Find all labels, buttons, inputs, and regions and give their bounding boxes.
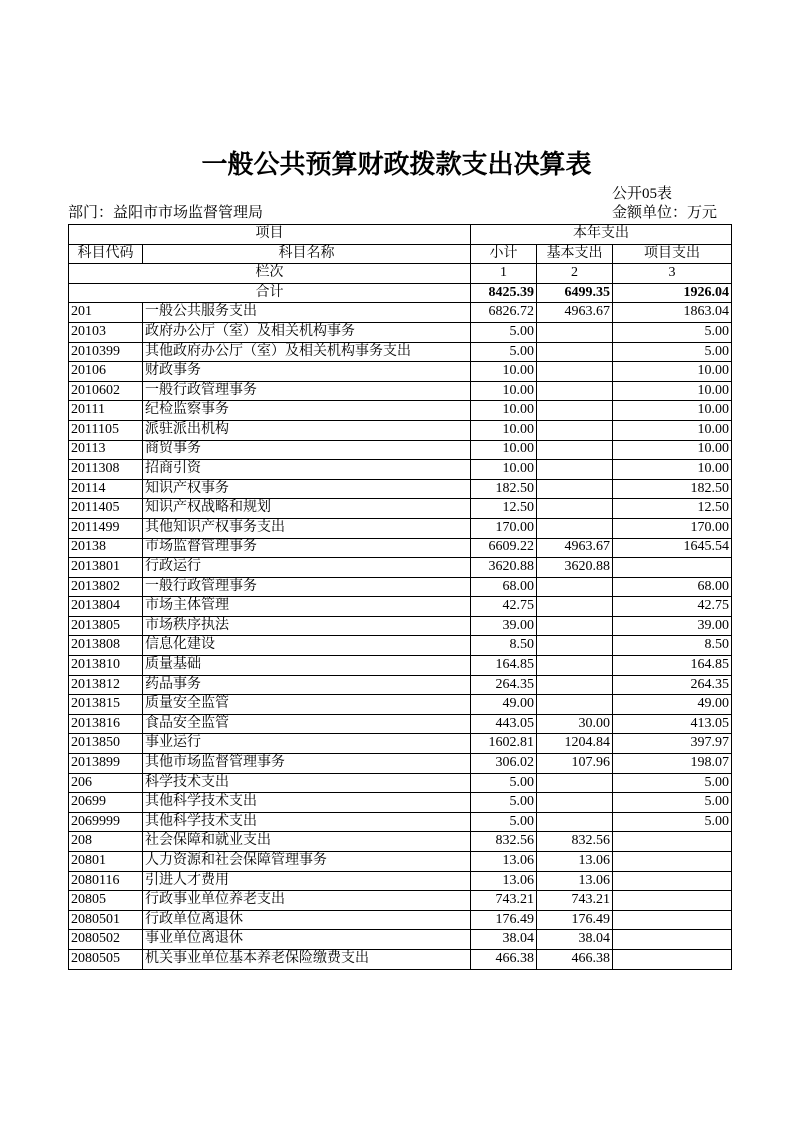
subject-code-cell: 2011499 — [69, 518, 143, 538]
basic-expense-cell: 13.06 — [537, 852, 613, 872]
basic-expense-cell: 4963.67 — [537, 303, 613, 323]
basic-expense-cell: 30.00 — [537, 714, 613, 734]
subtotal-cell: 743.21 — [471, 891, 537, 911]
basic-expense-cell: 176.49 — [537, 910, 613, 930]
subtotal-cell: 164.85 — [471, 656, 537, 676]
project-expense-cell — [613, 910, 732, 930]
subtotal-cell: 466.38 — [471, 949, 537, 969]
subject-name-cell: 市场监督管理事务 — [143, 538, 471, 558]
table-row — [69, 381, 732, 401]
subtotal-cell: 5.00 — [471, 812, 537, 832]
table-row — [69, 479, 732, 499]
subject-name-cell: 事业运行 — [143, 734, 471, 754]
header-row-columns — [69, 244, 732, 264]
header-subtotal: 小计 — [471, 244, 537, 264]
basic-expense-cell — [537, 773, 613, 793]
project-expense-cell: 10.00 — [613, 440, 732, 460]
lane-number-1: 1 — [471, 264, 537, 284]
table-row — [69, 832, 732, 852]
lane-number-3: 3 — [613, 264, 732, 284]
basic-expense-cell: 38.04 — [537, 930, 613, 950]
subject-code-cell: 2013899 — [69, 754, 143, 774]
header-subject-code: 科目代码 — [69, 244, 143, 264]
subject-code-cell: 20805 — [69, 891, 143, 911]
project-expense-cell: 39.00 — [613, 616, 732, 636]
basic-expense-cell: 13.06 — [537, 871, 613, 891]
table-row — [69, 577, 732, 597]
subject-name-cell: 质量安全监管 — [143, 695, 471, 715]
subject-code-cell: 20113 — [69, 440, 143, 460]
total-row — [69, 283, 732, 303]
project-expense-cell: 397.97 — [613, 734, 732, 754]
subtotal-cell: 10.00 — [471, 381, 537, 401]
basic-expense-cell: 107.96 — [537, 754, 613, 774]
basic-expense-cell — [537, 322, 613, 342]
subject-name-cell: 其他科学技术支出 — [143, 812, 471, 832]
table-row — [69, 656, 732, 676]
table-row — [69, 538, 732, 558]
project-expense-cell: 5.00 — [613, 793, 732, 813]
subject-name-cell: 引进人才费用 — [143, 871, 471, 891]
basic-expense-cell — [537, 616, 613, 636]
subject-name-cell: 一般公共服务支出 — [143, 303, 471, 323]
header-subject-name: 科目名称 — [143, 244, 471, 264]
subject-name-cell: 行政事业单位养老支出 — [143, 891, 471, 911]
subject-code-cell: 2011405 — [69, 499, 143, 519]
subject-name-cell: 信息化建设 — [143, 636, 471, 656]
subject-name-cell: 质量基础 — [143, 656, 471, 676]
subtotal-cell: 10.00 — [471, 420, 537, 440]
subject-name-cell: 商贸事务 — [143, 440, 471, 460]
table-row — [69, 852, 732, 872]
project-expense-cell: 5.00 — [613, 773, 732, 793]
project-expense-cell: 5.00 — [613, 342, 732, 362]
subject-name-cell: 其他政府办公厅（室）及相关机构事务支出 — [143, 342, 471, 362]
subject-code-cell: 2013816 — [69, 714, 143, 734]
subtotal-cell: 10.00 — [471, 440, 537, 460]
subject-code-cell: 2011105 — [69, 420, 143, 440]
project-expense-cell: 8.50 — [613, 636, 732, 656]
form-number: 公开05表 — [612, 186, 673, 202]
table-row — [69, 518, 732, 538]
subject-code-cell: 2013850 — [69, 734, 143, 754]
subtotal-cell: 264.35 — [471, 675, 537, 695]
subtotal-cell: 6826.72 — [471, 303, 537, 323]
total-subtotal: 8425.39 — [471, 283, 537, 303]
basic-expense-cell: 743.21 — [537, 891, 613, 911]
table-row — [69, 303, 732, 323]
subject-name-cell: 纪检监察事务 — [143, 401, 471, 421]
basic-expense-cell: 1204.84 — [537, 734, 613, 754]
subject-code-cell: 2080116 — [69, 871, 143, 891]
subject-code-cell: 20801 — [69, 852, 143, 872]
basic-expense-cell: 4963.67 — [537, 538, 613, 558]
header-row-groups — [69, 225, 732, 245]
subject-code-cell: 2013810 — [69, 656, 143, 676]
subtotal-cell: 38.04 — [471, 930, 537, 950]
department-label: 部门：益阳市市场监督管理局 — [68, 205, 264, 221]
subject-code-cell: 20138 — [69, 538, 143, 558]
subtotal-cell: 182.50 — [471, 479, 537, 499]
subtotal-cell: 68.00 — [471, 577, 537, 597]
project-expense-cell: 68.00 — [613, 577, 732, 597]
basic-expense-cell — [537, 656, 613, 676]
basic-expense-cell — [537, 499, 613, 519]
table-row — [69, 460, 732, 480]
project-expense-cell: 182.50 — [613, 479, 732, 499]
lane-label: 栏次 — [69, 264, 471, 284]
subject-name-cell: 市场主体管理 — [143, 597, 471, 617]
subject-code-cell: 206 — [69, 773, 143, 793]
project-expense-cell: 413.05 — [613, 714, 732, 734]
header-project-expense: 项目支出 — [613, 244, 732, 264]
project-expense-cell: 12.50 — [613, 499, 732, 519]
subject-code-cell: 2013805 — [69, 616, 143, 636]
table-row — [69, 342, 732, 362]
table-row — [69, 793, 732, 813]
basic-expense-cell — [537, 342, 613, 362]
subject-code-cell: 2010602 — [69, 381, 143, 401]
project-expense-cell: 10.00 — [613, 381, 732, 401]
project-expense-cell — [613, 891, 732, 911]
subject-code-cell: 2080501 — [69, 910, 143, 930]
subject-code-cell: 2013812 — [69, 675, 143, 695]
subject-code-cell: 2013804 — [69, 597, 143, 617]
project-expense-cell: 49.00 — [613, 695, 732, 715]
project-expense-cell: 5.00 — [613, 322, 732, 342]
lane-number-2: 2 — [537, 264, 613, 284]
subject-name-cell: 市场秩序执法 — [143, 616, 471, 636]
subject-name-cell: 知识产权事务 — [143, 479, 471, 499]
table-row — [69, 773, 732, 793]
subtotal-cell: 42.75 — [471, 597, 537, 617]
table-row — [69, 949, 732, 969]
subject-code-cell: 20114 — [69, 479, 143, 499]
basic-expense-cell — [537, 695, 613, 715]
lane-number-row — [69, 264, 732, 284]
subject-name-cell: 科学技术支出 — [143, 773, 471, 793]
subtotal-cell: 5.00 — [471, 322, 537, 342]
subtotal-cell: 13.06 — [471, 852, 537, 872]
project-expense-cell: 164.85 — [613, 656, 732, 676]
subject-name-cell: 知识产权战略和规划 — [143, 499, 471, 519]
basic-expense-cell — [537, 401, 613, 421]
project-expense-cell — [613, 949, 732, 969]
subject-code-cell: 201 — [69, 303, 143, 323]
basic-expense-cell — [537, 577, 613, 597]
basic-expense-cell — [537, 460, 613, 480]
project-expense-cell: 10.00 — [613, 401, 732, 421]
subject-code-cell: 2013802 — [69, 577, 143, 597]
table-row — [69, 616, 732, 636]
subtotal-cell: 8.50 — [471, 636, 537, 656]
subject-name-cell: 人力资源和社会保障管理事务 — [143, 852, 471, 872]
table-row — [69, 675, 732, 695]
subject-name-cell: 行政运行 — [143, 558, 471, 578]
basic-expense-cell — [537, 675, 613, 695]
project-expense-cell: 10.00 — [613, 460, 732, 480]
subject-name-cell: 行政单位离退休 — [143, 910, 471, 930]
table-row — [69, 401, 732, 421]
subtotal-cell: 10.00 — [471, 401, 537, 421]
table-row — [69, 636, 732, 656]
table-row — [69, 420, 732, 440]
subtotal-cell: 39.00 — [471, 616, 537, 636]
basic-expense-cell — [537, 597, 613, 617]
project-expense-cell: 42.75 — [613, 597, 732, 617]
project-expense-cell — [613, 930, 732, 950]
table-body — [69, 303, 732, 969]
subject-name-cell: 其他知识产权事务支出 — [143, 518, 471, 538]
table-row — [69, 440, 732, 460]
table-row — [69, 695, 732, 715]
subject-code-cell: 2080505 — [69, 949, 143, 969]
project-expense-cell: 198.07 — [613, 754, 732, 774]
total-label: 合计 — [69, 283, 471, 303]
project-expense-cell: 264.35 — [613, 675, 732, 695]
subtotal-cell: 170.00 — [471, 518, 537, 538]
subtotal-cell: 13.06 — [471, 871, 537, 891]
subject-name-cell: 药品事务 — [143, 675, 471, 695]
header-current-year-group: 本年支出 — [471, 225, 732, 245]
basic-expense-cell — [537, 812, 613, 832]
basic-expense-cell — [537, 479, 613, 499]
table-row — [69, 734, 732, 754]
basic-expense-cell — [537, 518, 613, 538]
table-row — [69, 362, 732, 382]
subject-name-cell: 一般行政管理事务 — [143, 577, 471, 597]
header-project-group: 项目 — [69, 225, 471, 245]
budget-table — [68, 224, 732, 970]
table-row — [69, 812, 732, 832]
subject-name-cell: 派驻派出机构 — [143, 420, 471, 440]
project-expense-cell — [613, 852, 732, 872]
subject-name-cell: 招商引资 — [143, 460, 471, 480]
subtotal-cell: 49.00 — [471, 695, 537, 715]
subject-name-cell: 食品安全监管 — [143, 714, 471, 734]
subject-code-cell: 208 — [69, 832, 143, 852]
subject-name-cell: 一般行政管理事务 — [143, 381, 471, 401]
subject-code-cell: 20699 — [69, 793, 143, 813]
page-title: 一般公共预算财政拨款支出决算表 — [201, 150, 592, 179]
subtotal-cell: 1602.81 — [471, 734, 537, 754]
basic-expense-cell: 832.56 — [537, 832, 613, 852]
table-row — [69, 754, 732, 774]
basic-expense-cell — [537, 440, 613, 460]
basic-expense-cell — [537, 793, 613, 813]
subject-code-cell: 20103 — [69, 322, 143, 342]
subtotal-cell: 5.00 — [471, 793, 537, 813]
table-row — [69, 558, 732, 578]
project-expense-cell: 10.00 — [613, 420, 732, 440]
basic-expense-cell: 466.38 — [537, 949, 613, 969]
subtotal-cell: 176.49 — [471, 910, 537, 930]
total-project-expense: 1926.04 — [613, 283, 732, 303]
table-row — [69, 714, 732, 734]
basic-expense-cell: 3620.88 — [537, 558, 613, 578]
unit-label: 金额单位：万元 — [612, 205, 718, 221]
subject-name-cell: 其他科学技术支出 — [143, 793, 471, 813]
table-row — [69, 910, 732, 930]
basic-expense-cell — [537, 636, 613, 656]
subject-code-cell: 2011308 — [69, 460, 143, 480]
project-expense-cell — [613, 558, 732, 578]
header-basic-expense: 基本支出 — [537, 244, 613, 264]
project-expense-cell: 170.00 — [613, 518, 732, 538]
table-row — [69, 930, 732, 950]
subject-name-cell: 政府办公厅（室）及相关机构事务 — [143, 322, 471, 342]
subject-name-cell: 机关事业单位基本养老保险缴费支出 — [143, 949, 471, 969]
subtotal-cell: 443.05 — [471, 714, 537, 734]
subject-code-cell: 20106 — [69, 362, 143, 382]
subject-code-cell: 2013808 — [69, 636, 143, 656]
subject-name-cell: 财政事务 — [143, 362, 471, 382]
subtotal-cell: 10.00 — [471, 362, 537, 382]
subtotal-cell: 306.02 — [471, 754, 537, 774]
project-expense-cell: 1645.54 — [613, 538, 732, 558]
subtotal-cell: 12.50 — [471, 499, 537, 519]
subtotal-cell: 6609.22 — [471, 538, 537, 558]
basic-expense-cell — [537, 381, 613, 401]
table-row — [69, 891, 732, 911]
subject-code-cell: 2080502 — [69, 930, 143, 950]
subtotal-cell: 5.00 — [471, 342, 537, 362]
table-row — [69, 322, 732, 342]
subtotal-cell: 3620.88 — [471, 558, 537, 578]
subject-code-cell: 20111 — [69, 401, 143, 421]
basic-expense-cell — [537, 420, 613, 440]
project-expense-cell: 10.00 — [613, 362, 732, 382]
subject-code-cell: 2010399 — [69, 342, 143, 362]
subject-name-cell: 社会保障和就业支出 — [143, 832, 471, 852]
subject-code-cell: 2013801 — [69, 558, 143, 578]
subtotal-cell: 5.00 — [471, 773, 537, 793]
subject-name-cell: 事业单位离退休 — [143, 930, 471, 950]
subject-name-cell: 其他市场监督管理事务 — [143, 754, 471, 774]
table-row — [69, 871, 732, 891]
subject-code-cell: 2069999 — [69, 812, 143, 832]
table-row — [69, 499, 732, 519]
total-basic-expense: 6499.35 — [537, 283, 613, 303]
project-expense-cell: 1863.04 — [613, 303, 732, 323]
subtotal-cell: 832.56 — [471, 832, 537, 852]
project-expense-cell — [613, 871, 732, 891]
project-expense-cell — [613, 832, 732, 852]
project-expense-cell: 5.00 — [613, 812, 732, 832]
basic-expense-cell — [537, 362, 613, 382]
subtotal-cell: 10.00 — [471, 460, 537, 480]
subject-code-cell: 2013815 — [69, 695, 143, 715]
table-row — [69, 597, 732, 617]
